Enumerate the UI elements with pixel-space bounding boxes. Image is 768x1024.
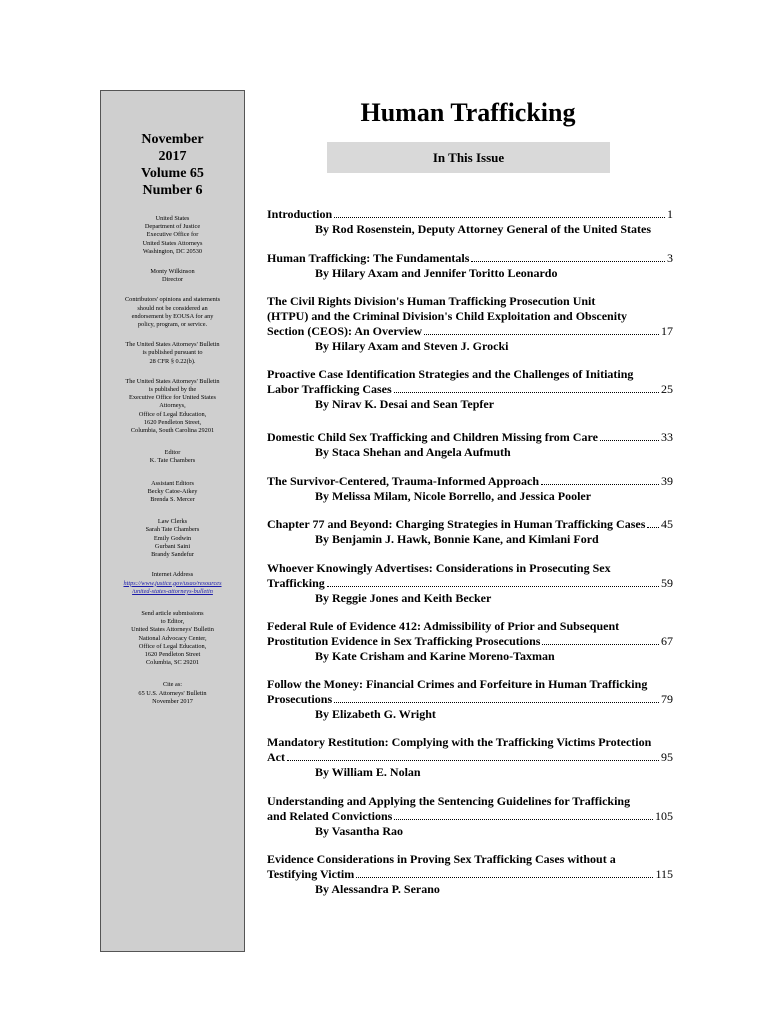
toc-title-text: The Survivor-Centered, Trauma-Informed Approach [267, 474, 539, 488]
sidebar-text-line: United States Attorneys' Bulletin [131, 626, 214, 634]
toc-title-line [267, 251, 673, 266]
sidebar-text-line: United States [155, 215, 190, 222]
toc-author: By Benjamin J. Hawk, Bonnie Kane, and Kimlani Ford [315, 532, 599, 546]
toc-title-text: Chapter 77 and Beyond: Charging Strategies in Human Trafficking Cases [267, 517, 646, 531]
dot-leader [647, 517, 659, 528]
toc-title-line [267, 735, 673, 750]
dot-leader [541, 474, 659, 485]
toc-author: By Hilary Axam and Jennifer Toritto Leonardo [315, 266, 558, 280]
toc-author: By Staca Shehan and Angela Aufmuth [315, 445, 511, 459]
toc-author: By Hilary Axam and Steven J. Grocki [315, 339, 509, 353]
toc-entry[interactable] [267, 677, 673, 722]
sidebar-text-line: Brandy Sandefur [151, 551, 194, 559]
sidebar-text-line: United States Attorneys [142, 239, 203, 247]
toc-title-text: Section (CEOS): An Overview [267, 324, 422, 338]
toc-page-number: 59 [661, 576, 673, 590]
toc-title-text: Whoever Knowingly Advertises: Considerations in Prosecuting Sex [267, 561, 611, 575]
sidebar-text-line: Assistant Editors [151, 479, 194, 487]
toc-title-line [267, 750, 673, 765]
toc-title-line [267, 324, 673, 339]
toc-title-text: Domestic Child Sex Trafficking and Children Missing from Care [267, 430, 598, 444]
sidebar-text-line: Department of Justice [144, 223, 201, 231]
toc-title-line [267, 634, 673, 649]
toc-page-number: 33 [661, 430, 673, 444]
sidebar-text-line: policy, program, or service. [137, 321, 208, 329]
toc-author: By Elizabeth G. Wright [315, 707, 436, 721]
dot-leader [394, 382, 659, 393]
sidebar-text-line: November 2017 [152, 697, 193, 705]
editor-block [106, 449, 240, 465]
toc-title-text: The Civil Rights Division's Human Trafficking Prosecution Unit [267, 294, 596, 308]
publisher-block [106, 215, 240, 256]
sidebar-text-line: K. Tate Chambers [149, 457, 196, 465]
toc-entry[interactable] [267, 474, 673, 504]
sidebar-text-line: Sarah Tate Chambers [145, 526, 200, 534]
dot-leader [334, 692, 659, 703]
sidebar-text-line: endorsement by EOUSA for any [131, 312, 214, 320]
toc-title-line [267, 367, 673, 382]
toc-title-text: Testifying Victim [267, 867, 355, 881]
sidebar-text-line: Office of Legal Education, [138, 642, 207, 650]
dot-leader [424, 324, 659, 335]
cite-block [106, 681, 240, 706]
sidebar-text-line: is published pursuant to [142, 349, 203, 357]
sidebar-text-line: Columbia, South Carolina 29201 [130, 427, 215, 435]
toc-entry[interactable] [267, 561, 673, 606]
toc-title-line [267, 294, 673, 309]
toc-title-text: Mandatory Restitution: Complying with the Trafficking Victims Protection [267, 735, 652, 749]
page-title: Human Trafficking [360, 98, 576, 127]
sidebar-text-line: should not be considered an [137, 304, 208, 312]
toc-title-text: Introduction [267, 207, 333, 221]
toc-page-number: 115 [655, 867, 673, 881]
toc-title-text: Follow the Money: Financial Crimes and Forfeiture in Human Trafficking [267, 677, 648, 691]
toc-entry[interactable] [267, 207, 673, 237]
toc-author: By Alessandra P. Serano [315, 882, 440, 896]
sidebar-text-line: Becky Catoe-Aikey [147, 487, 198, 495]
sidebar-text-line: Executive Office for United States [129, 394, 216, 402]
toc-title-line [267, 430, 673, 445]
sidebar-text-line: Office of Legal Education, [138, 410, 207, 418]
toc-title-text: Trafficking [267, 576, 325, 590]
toc-title-line [267, 867, 673, 882]
sidebar-text-line: 65 U.S. Attorneys' Bulletin [138, 689, 207, 697]
toc-page-number: 25 [661, 382, 673, 396]
toc-title-text: Prostitution Evidence in Sex Trafficking Prosecutions [267, 634, 541, 648]
sidebar-text-line: Executive Office for [146, 231, 199, 239]
toc-entry[interactable] [267, 367, 673, 412]
toc-page-number: 79 [661, 692, 673, 706]
toc-title-text: Federal Rule of Evidence 412: Admissibility of Prior and Subsequent [267, 619, 620, 633]
toc-author: By Rod Rosenstein, Deputy Attorney General of the United States [315, 222, 651, 236]
issue-volume: Volume 65 [141, 166, 204, 181]
sidebar-text-line: Cite as: [162, 681, 183, 689]
toc-author: By Reggie Jones and Keith Becker [315, 591, 492, 605]
law-clerks-block [106, 518, 240, 559]
toc-title-text: Act [267, 750, 285, 764]
toc-title-line [267, 852, 673, 867]
dot-leader [471, 251, 665, 262]
toc-author: By Kate Crisham and Karine Moreno-Taxman [315, 649, 555, 663]
in-this-issue-banner: In This Issue [327, 142, 610, 173]
toc-title-text: Labor Trafficking Cases [267, 382, 392, 396]
issue-month: November [141, 132, 204, 147]
toc-entry[interactable] [267, 517, 673, 547]
assistant-editors-block [106, 480, 240, 505]
toc-title-line [267, 517, 673, 532]
internet-link-line-1[interactable]: https://www.justice.gov/usao/resources [123, 579, 222, 587]
toc-page-number: 3 [667, 251, 673, 265]
toc-entry[interactable] [267, 794, 673, 839]
director-block [106, 268, 240, 284]
toc-page-number: 105 [655, 809, 673, 823]
toc-title-text: Human Trafficking: The Fundamentals [267, 251, 470, 265]
toc-entry[interactable] [267, 430, 673, 460]
issue-meta [101, 131, 244, 199]
sidebar-text-line: Washington, DC 20530 [142, 247, 203, 255]
dot-leader [542, 634, 659, 645]
sidebar-text-line: to Editor, [160, 618, 185, 626]
toc-entry[interactable] [267, 735, 673, 780]
sidebar-text-line: Contributors' opinions and statements [124, 296, 221, 304]
toc-title-line [267, 309, 673, 324]
sidebar-text-line: Law Clerks [157, 518, 188, 526]
toc-title-line [267, 677, 673, 692]
sidebar-text-line: Emily Godwin [153, 534, 192, 542]
internet-link-line-2[interactable]: /united-states-attorneys-bulletin [132, 587, 213, 595]
toc-title-text: Evidence Considerations in Proving Sex Trafficking Cases without a [267, 852, 616, 866]
toc-title-line [267, 474, 673, 489]
sidebar-text-line: Editor [164, 449, 181, 457]
toc-page-number: 17 [661, 324, 673, 338]
toc-title-line [267, 809, 673, 824]
toc-title-line [267, 576, 673, 591]
toc-author: By Melissa Milam, Nicole Borrello, and Jessica Pooler [315, 489, 592, 503]
toc-page-number: 1 [667, 207, 673, 221]
toc-title-line [267, 619, 673, 634]
internet-block [106, 571, 240, 596]
toc-title-text: Proactive Case Identification Strategies and the Challenges of Initiating [267, 367, 634, 381]
dot-leader [287, 750, 659, 761]
toc-title-text: Prosecutions [267, 692, 333, 706]
toc-entry[interactable] [267, 251, 673, 281]
dot-leader [394, 809, 653, 820]
toc-page-number: 39 [661, 474, 673, 488]
toc-title-line [267, 794, 673, 809]
toc-page-number: 45 [661, 517, 673, 531]
toc-title-line [267, 692, 673, 707]
toc-title-line [267, 207, 673, 222]
sidebar-text-line: Brenda S. Mercer [150, 496, 195, 504]
toc-page-number: 95 [661, 750, 673, 764]
dot-leader [334, 207, 665, 218]
sidebar-text-line: Columbia, SC 29201 [145, 659, 199, 667]
toc-author: By Nirav K. Desai and Sean Tepfer [315, 397, 495, 411]
dot-leader [327, 576, 659, 587]
dot-leader [356, 867, 653, 878]
sidebar-text-line: 1620 Pendleton Street [144, 650, 201, 658]
sidebar-text-line: The United States Attorneys' Bulletin [125, 341, 220, 349]
sidebar-text-line: The United States Attorneys' Bulletin [125, 377, 220, 385]
sidebar-text-line: 1620 Pendleton Street, [143, 418, 202, 426]
toc-title-text: (HTPU) and the Criminal Division's Child Exploitation and Obscenity [267, 309, 628, 323]
toc-entry[interactable] [267, 852, 673, 897]
sidebar-text-line: National Advocacy Center, [138, 634, 207, 642]
issue-year: 2017 [158, 149, 187, 164]
sidebar-text-line: Monty Wilkinson [150, 268, 195, 276]
toc-page-number: 67 [661, 634, 673, 648]
disclaimer-block [106, 296, 240, 329]
sidebar-text-line: 28 CFR § 0.22(b). [149, 357, 196, 365]
published-by-block [106, 378, 240, 435]
sidebar-text-line: Send article submissions [141, 609, 204, 617]
sidebar-text-line: Attorneys, [159, 402, 186, 410]
pursuant-block [106, 341, 240, 366]
sidebar-text-line: Gurbani Saini [154, 542, 191, 550]
submissions-block [106, 610, 240, 667]
toc-title-line [267, 561, 673, 576]
toc-author: By Vasantha Rao [315, 824, 404, 838]
toc-author: By William E. Nolan [315, 765, 421, 779]
issue-number: Number 6 [142, 183, 203, 198]
toc-title-text: and Related Convictions [267, 809, 393, 823]
toc-entry[interactable] [267, 619, 673, 664]
internet-label: Internet Address [151, 571, 194, 579]
toc-title-line [267, 382, 673, 397]
sidebar [100, 90, 245, 952]
dot-leader [600, 430, 659, 441]
toc-title-text: Understanding and Applying the Sentencing Guidelines for Trafficking [267, 794, 631, 808]
sidebar-text-line: is published by the [148, 386, 197, 394]
toc-entry[interactable] [267, 294, 673, 354]
sidebar-text-line: Director [162, 276, 183, 284]
